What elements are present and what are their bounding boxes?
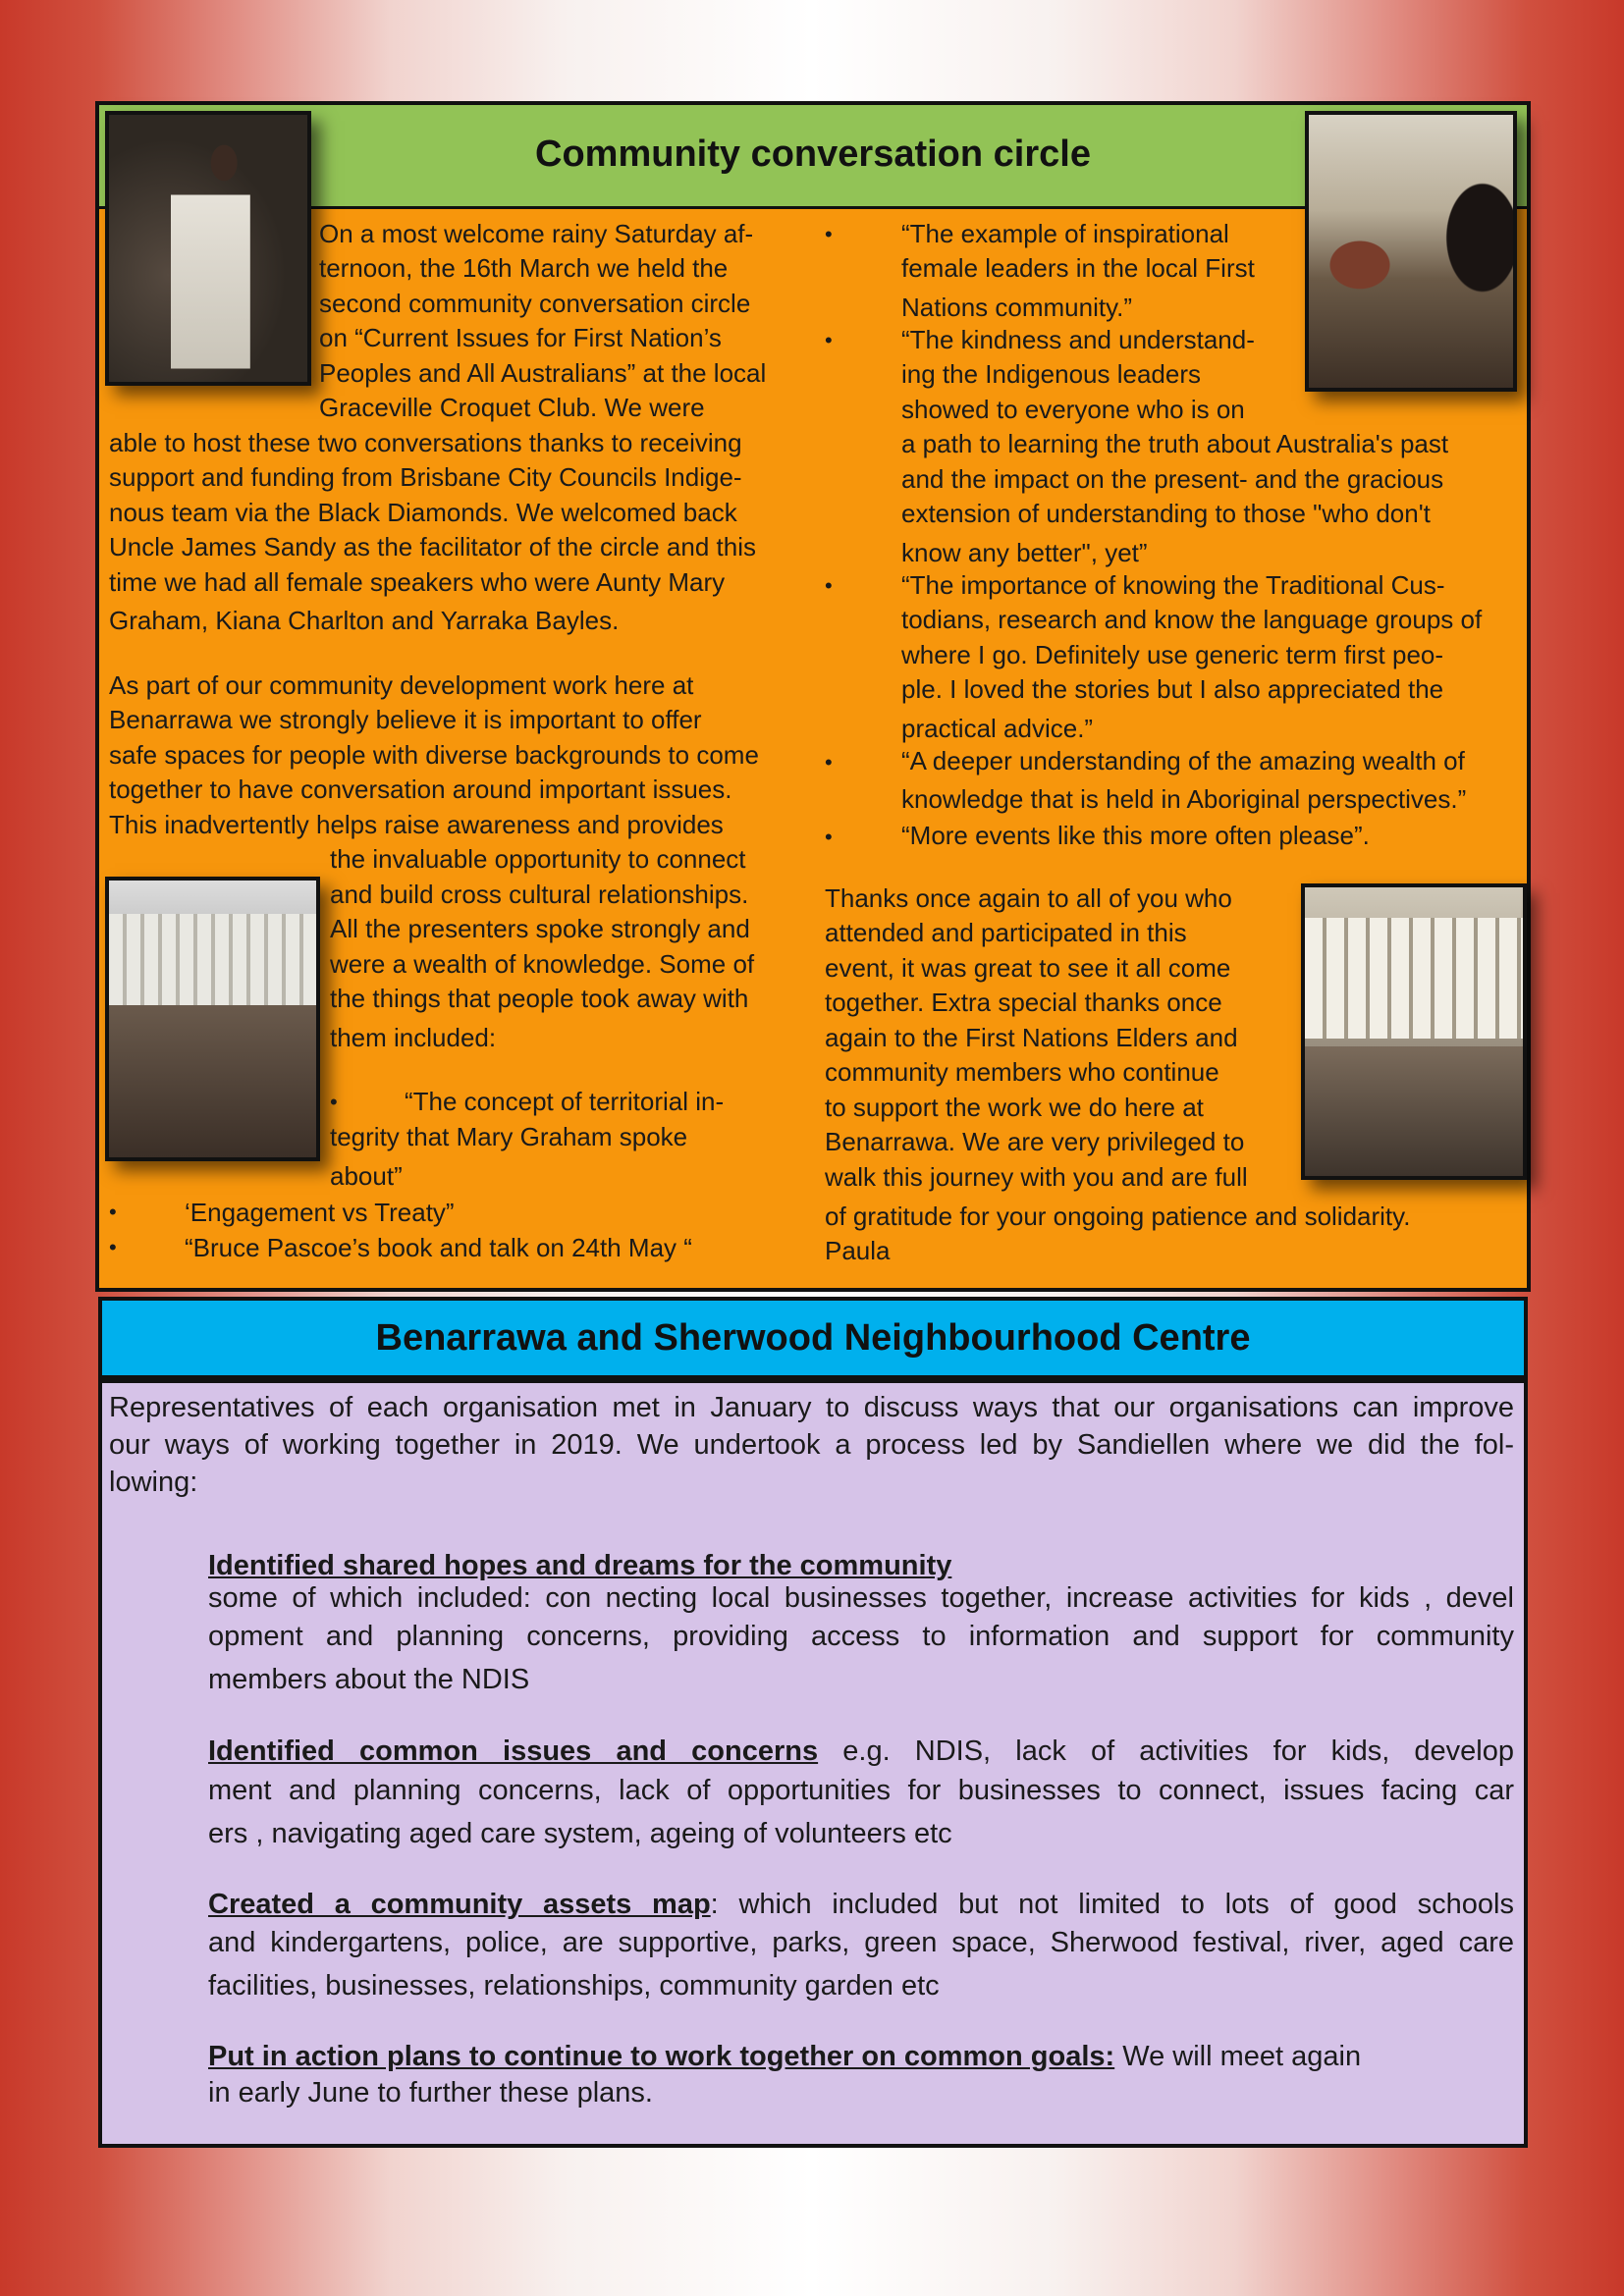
right-text-line: ing the Indigenous leaders: [901, 359, 1202, 389]
item-text: : which included but not limited to lots of good schools: [710, 1889, 1514, 1920]
left-text-line: Graham, Kiana Charlton and Yarraka Bayles.: [109, 606, 620, 635]
right-text-line: ple. I loved the stories but I also appreciated the: [901, 674, 1444, 704]
right-text-line: todians, research and know the language groups of: [901, 605, 1483, 634]
right-text-line: Nations community.”: [901, 293, 1133, 322]
right-text-line: know any better", yet”: [901, 538, 1148, 567]
left-text-line: the invaluable opportunity to connect: [330, 844, 746, 874]
right-text-line: “The example of inspirational: [901, 219, 1229, 248]
left-text-line: and build cross cultural relationships.: [330, 880, 749, 909]
item-heading: Identified common issues and concerns: [208, 1735, 819, 1767]
item-first-line: [208, 1886, 1514, 1923]
right-text-line: and the impact on the present- and the gracious: [901, 464, 1444, 494]
left-text-line: On a most welcome rainy Saturday af-: [319, 219, 754, 248]
left-text-line: Graceville Croquet Club. We were: [319, 393, 705, 422]
right-text-line: “More events like this more often please”.: [901, 821, 1370, 850]
item-text-line: in early June to further these plans.: [208, 2077, 653, 2109]
thanks-text-line: Benarrawa. We are very privileged to: [825, 1127, 1245, 1156]
thanks-text-line: attended and participated in this: [825, 918, 1187, 947]
left-text-line: together to have conversation around important issues.: [109, 774, 732, 804]
item-text-line: some of which included: con necting local businesses together, increase activities for kids , devel: [208, 1582, 1514, 1614]
neighbourhood-centre-title: Benarrawa and Sherwood Neighbourhood Centre: [98, 1297, 1528, 1379]
right-text-line: “The kindness and understand-: [901, 325, 1255, 354]
left-text-line: All the presenters spoke strongly and: [330, 914, 750, 943]
left-text-line: nous team via the Black Diamonds. We welcomed back: [109, 498, 737, 527]
item-text-line: opment and planning concerns, providing access to information and support for community: [208, 1621, 1514, 1652]
thanks-text-line: event, it was great to see it all come: [825, 953, 1231, 983]
intro-line: our ways of working together in 2019. We undertook a process led by Sandiellen where we did the fol-: [109, 1429, 1514, 1461]
right-text-line: extension of understanding to those "who don't: [901, 499, 1431, 528]
left-text-line: second community conversation circle: [319, 289, 751, 318]
left-text-line: Uncle James Sandy as the facilitator of the circle and this: [109, 532, 756, 561]
thanks-text-line: together. Extra special thanks once: [825, 988, 1222, 1017]
right-text-line: “The importance of knowing the Traditional Cus-: [901, 570, 1445, 600]
thanks-text-line: of gratitude for your ongoing patience and solidarity.: [825, 1201, 1411, 1231]
bullet-icon: •: [825, 573, 833, 598]
bullet-icon: •: [330, 1090, 338, 1114]
right-text-line: practical advice.”: [901, 714, 1094, 743]
left-text-line: time we had all female speakers who were Aunty Mary: [109, 567, 726, 597]
left-text-line: them included:: [330, 1023, 497, 1052]
bullet-text-line: about”: [330, 1161, 403, 1191]
group-circle-photo: [105, 877, 320, 1161]
right-text-line: female leaders in the local First: [901, 253, 1255, 283]
left-text-line: able to host these two conversations thanks to receiving: [109, 428, 742, 457]
left-text-line: on “Current Issues for First Nation’s: [319, 323, 722, 352]
left-text-line: were a wealth of knowledge. Some of: [330, 949, 755, 979]
thanks-text-line: Thanks once again to all of you who: [825, 883, 1232, 913]
bullet-text-line: ‘Engagement vs Treaty”: [185, 1198, 455, 1227]
item-text-line: members about the NDIS: [208, 1664, 530, 1695]
thanks-text-line: walk this journey with you and are full: [825, 1162, 1248, 1192]
item-text: e.g. NDIS, lack of activities for kids, develop: [818, 1735, 1515, 1767]
thanks-text-line: again to the First Nations Elders and: [825, 1023, 1238, 1052]
item-heading: Identified shared hopes and dreams for the community: [208, 1550, 952, 1581]
left-text-line: This inadvertently helps raise awareness and provides: [109, 810, 724, 839]
bullet-text-line: “The concept of territorial in-: [405, 1087, 725, 1116]
right-text-line: a path to learning the truth about Australia's past: [901, 429, 1449, 458]
bullet-icon: •: [825, 750, 833, 774]
item-text-line: ment and planning concerns, lack of opportunities for businesses to connect, issues facing car: [208, 1775, 1514, 1806]
audience-photo: [1305, 111, 1517, 392]
item-text-line: and kindergartens, police, are supportive, parks, green space, Sherwood festival, river, aged care: [208, 1927, 1514, 1958]
item-first-line: [208, 2038, 1361, 2075]
hall-gathering-photo: [1301, 883, 1527, 1180]
thanks-text-line: community members who continue: [825, 1057, 1219, 1087]
item-text: We will meet again: [1114, 2041, 1362, 2072]
bullet-icon: •: [109, 1235, 117, 1259]
left-text-line: the things that people took away with: [330, 984, 749, 1013]
left-text-line: As part of our community development work here at: [109, 670, 694, 700]
section-title: Community conversation circle: [99, 105, 1527, 209]
item-first-line: [208, 1733, 1514, 1770]
left-text-line: ternoon, the 16th March we held the: [319, 253, 729, 283]
left-text-line: Peoples and All Australians” at the local: [319, 358, 767, 388]
item-text-line: ers , navigating aged care system, ageing of volunteers etc: [208, 1818, 952, 1849]
bullet-text-line: “Bruce Pascoe’s book and talk on 24th May “: [185, 1233, 692, 1262]
item-heading: Created a community assets map: [208, 1889, 711, 1920]
bullet-icon: •: [109, 1200, 117, 1224]
bullet-icon: •: [825, 825, 833, 849]
item-heading: Put in action plans to continue to work together on common goals:: [208, 2041, 1115, 2072]
left-text-line: Benarrawa we strongly believe it is important to offer: [109, 705, 702, 734]
signature: Paula: [825, 1236, 891, 1265]
facilitator-photo: [105, 111, 311, 386]
intro-line: Representatives of each organisation met in January to discuss ways that our organisations can improve: [109, 1392, 1514, 1423]
item-text-line: facilities, businesses, relationships, community garden etc: [208, 1970, 940, 2002]
thanks-text-line: to support the work we do here at: [825, 1093, 1204, 1122]
left-text-line: support and funding from Brisbane City Councils Indige-: [109, 462, 742, 492]
right-text-line: showed to everyone who is on: [901, 395, 1245, 424]
right-text-line: “A deeper understanding of the amazing wealth of: [901, 746, 1465, 775]
bullet-text-line: tegrity that Mary Graham spoke: [330, 1122, 688, 1151]
bullet-icon: •: [825, 328, 833, 352]
right-text-line: where I go. Definitely use generic term first peo-: [901, 640, 1444, 669]
right-text-line: knowledge that is held in Aboriginal perspectives.”: [901, 784, 1467, 814]
bullet-icon: •: [825, 222, 833, 246]
intro-line: lowing:: [109, 1467, 198, 1498]
left-text-line: safe spaces for people with diverse backgrounds to come: [109, 740, 759, 770]
